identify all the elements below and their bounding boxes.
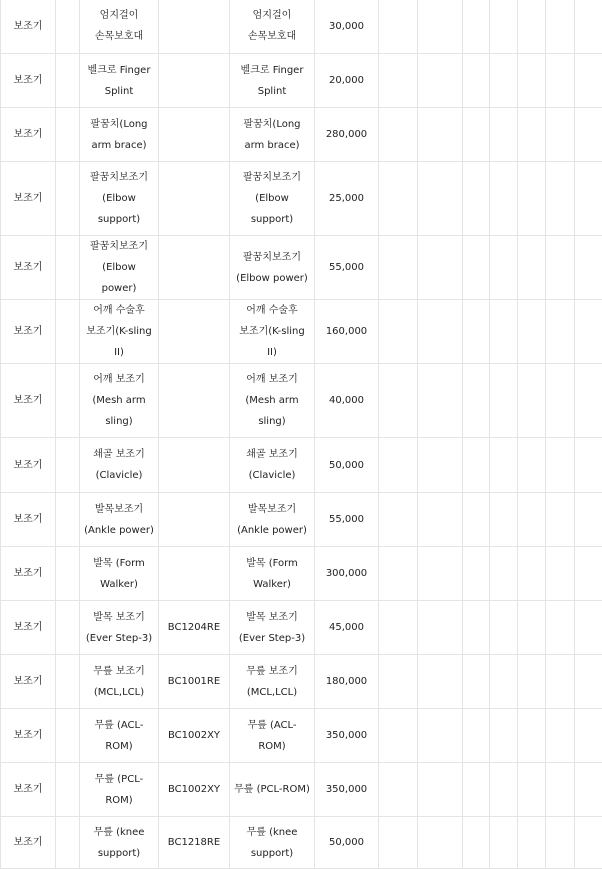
price-cell: 160,000 (315, 300, 379, 364)
product-name-cell: 팔꿈치(Long arm brace) (230, 108, 315, 162)
blank-cell (418, 493, 463, 547)
product-code-cell (159, 547, 230, 601)
blank-cell (56, 364, 80, 438)
blank-cell (379, 300, 418, 364)
blank-cell (463, 438, 490, 493)
blank-cell (418, 763, 463, 817)
category-cell: 보조기 (1, 54, 56, 108)
blank-cell (490, 763, 518, 817)
item-name-cell: 어깨 수술후 보조기(K-sling II) (80, 300, 159, 364)
blank-cell (463, 709, 490, 763)
product-code-cell: BC1218RE (159, 817, 230, 869)
blank-cell (575, 547, 602, 601)
category-cell: 보조기 (1, 300, 56, 364)
blank-cell (463, 763, 490, 817)
blank-cell (463, 236, 490, 300)
blank-cell (56, 709, 80, 763)
blank-cell (575, 162, 602, 236)
blank-cell (56, 655, 80, 709)
blank-cell (518, 236, 546, 300)
blank-cell (518, 364, 546, 438)
blank-cell (463, 493, 490, 547)
blank-cell (379, 54, 418, 108)
product-name-cell: 벨크로 Finger Splint (230, 54, 315, 108)
blank-cell (56, 0, 80, 54)
blank-cell (575, 709, 602, 763)
price-cell: 350,000 (315, 763, 379, 817)
blank-cell (575, 763, 602, 817)
blank-cell (379, 438, 418, 493)
blank-cell (463, 0, 490, 54)
blank-cell (56, 493, 80, 547)
item-name-cell: 벨크로 Finger Splint (80, 54, 159, 108)
table-row (1, 108, 602, 162)
blank-cell (575, 236, 602, 300)
price-cell: 45,000 (315, 601, 379, 655)
price-cell: 180,000 (315, 655, 379, 709)
price-cell: 300,000 (315, 547, 379, 601)
table-row (1, 54, 602, 108)
category-cell: 보조기 (1, 236, 56, 300)
item-name-cell: 무릎 보조기 (MCL,LCL) (80, 655, 159, 709)
price-cell: 50,000 (315, 438, 379, 493)
blank-cell (518, 493, 546, 547)
category-cell: 보조기 (1, 709, 56, 763)
blank-cell (490, 547, 518, 601)
table-row (1, 763, 602, 817)
blank-cell (463, 547, 490, 601)
blank-cell (56, 438, 80, 493)
blank-cell (418, 655, 463, 709)
blank-cell (575, 601, 602, 655)
blank-cell (379, 493, 418, 547)
blank-cell (546, 601, 575, 655)
product-code-cell (159, 162, 230, 236)
blank-cell (56, 108, 80, 162)
item-name-cell: 발목보조기 (Ankle power) (80, 493, 159, 547)
blank-cell (518, 547, 546, 601)
blank-cell (490, 108, 518, 162)
blank-cell (418, 0, 463, 54)
item-name-cell: 무릎 (ACL-ROM) (80, 709, 159, 763)
blank-cell (56, 54, 80, 108)
blank-cell (56, 601, 80, 655)
blank-cell (56, 763, 80, 817)
blank-cell (418, 364, 463, 438)
blank-cell (575, 493, 602, 547)
blank-cell (546, 300, 575, 364)
blank-cell (463, 601, 490, 655)
blank-cell (490, 655, 518, 709)
item-name-cell: 팔꿈치보조기 (Elbow support) (80, 162, 159, 236)
blank-cell (518, 0, 546, 54)
blank-cell (575, 364, 602, 438)
blank-cell (418, 601, 463, 655)
blank-cell (546, 763, 575, 817)
item-name-cell: 발목 (Form Walker) (80, 547, 159, 601)
blank-cell (463, 655, 490, 709)
blank-cell (379, 236, 418, 300)
blank-cell (418, 547, 463, 601)
blank-cell (575, 54, 602, 108)
blank-cell (546, 709, 575, 763)
product-code-cell (159, 0, 230, 54)
blank-cell (379, 547, 418, 601)
blank-cell (56, 162, 80, 236)
product-name-cell: 발목보조기 (Ankle power) (230, 493, 315, 547)
blank-cell (490, 0, 518, 54)
blank-cell (546, 162, 575, 236)
category-cell: 보조기 (1, 364, 56, 438)
blank-cell (518, 54, 546, 108)
blank-cell (463, 108, 490, 162)
blank-cell (379, 108, 418, 162)
blank-cell (463, 817, 490, 869)
blank-cell (490, 709, 518, 763)
blank-cell (518, 438, 546, 493)
blank-cell (490, 817, 518, 869)
table-row (1, 817, 602, 869)
blank-cell (418, 438, 463, 493)
price-cell: 50,000 (315, 817, 379, 869)
blank-cell (546, 438, 575, 493)
product-code-cell: BC1002XY (159, 763, 230, 817)
table-body (1, 0, 602, 869)
price-cell: 20,000 (315, 54, 379, 108)
blank-cell (546, 364, 575, 438)
blank-cell (575, 0, 602, 54)
blank-cell (418, 54, 463, 108)
blank-cell (379, 817, 418, 869)
price-cell: 55,000 (315, 236, 379, 300)
product-code-cell (159, 364, 230, 438)
table-row (1, 709, 602, 763)
product-code-cell: BC1204RE (159, 601, 230, 655)
blank-cell (379, 709, 418, 763)
blank-cell (418, 817, 463, 869)
product-name-cell: 무릎 (ACL-ROM) (230, 709, 315, 763)
blank-cell (518, 709, 546, 763)
blank-cell (418, 162, 463, 236)
product-name-cell: 팔꿈치보조기 (Elbow support) (230, 162, 315, 236)
product-name-cell: 무릎 (PCL-ROM) (230, 763, 315, 817)
blank-cell (490, 300, 518, 364)
product-name-cell: 팔꿈치보조기 (Elbow power) (230, 236, 315, 300)
blank-cell (546, 547, 575, 601)
blank-cell (379, 601, 418, 655)
category-cell: 보조기 (1, 763, 56, 817)
table-row (1, 438, 602, 493)
blank-cell (518, 162, 546, 236)
product-name-cell: 발목 (Form Walker) (230, 547, 315, 601)
blank-cell (518, 655, 546, 709)
product-code-cell (159, 438, 230, 493)
item-name-cell: 팔꿈치보조기 (Elbow power) (80, 236, 159, 300)
blank-cell (518, 817, 546, 869)
blank-cell (463, 364, 490, 438)
table-row (1, 547, 602, 601)
blank-cell (518, 108, 546, 162)
blank-cell (56, 547, 80, 601)
product-name-cell: 엄지걸이 손목보호대 (230, 0, 315, 54)
product-name-cell: 어깨 수술후 보조기(K-sling II) (230, 300, 315, 364)
blank-cell (575, 438, 602, 493)
table-row (1, 162, 602, 236)
blank-cell (546, 493, 575, 547)
category-cell: 보조기 (1, 547, 56, 601)
item-name-cell: 무릎 (knee support) (80, 817, 159, 869)
blank-cell (518, 601, 546, 655)
table-row (1, 0, 602, 54)
category-cell: 보조기 (1, 601, 56, 655)
table-row (1, 493, 602, 547)
blank-cell (56, 300, 80, 364)
product-code-cell (159, 108, 230, 162)
blank-cell (490, 493, 518, 547)
category-cell: 보조기 (1, 817, 56, 869)
blank-cell (463, 300, 490, 364)
table-row (1, 236, 602, 300)
blank-cell (379, 162, 418, 236)
blank-cell (56, 236, 80, 300)
price-cell: 40,000 (315, 364, 379, 438)
item-name-cell: 팔꿈치(Long arm brace) (80, 108, 159, 162)
price-cell: 280,000 (315, 108, 379, 162)
price-cell: 30,000 (315, 0, 379, 54)
blank-cell (490, 601, 518, 655)
product-code-cell (159, 236, 230, 300)
blank-cell (490, 438, 518, 493)
blank-cell (490, 364, 518, 438)
category-cell: 보조기 (1, 655, 56, 709)
product-name-cell: 무릎 보조기 (MCL,LCL) (230, 655, 315, 709)
blank-cell (490, 236, 518, 300)
blank-cell (56, 817, 80, 869)
blank-cell (490, 54, 518, 108)
table-row (1, 300, 602, 364)
blank-cell (575, 108, 602, 162)
item-name-cell: 발목 보조기 (Ever Step-3) (80, 601, 159, 655)
blank-cell (546, 0, 575, 54)
blank-cell (379, 655, 418, 709)
table-row (1, 655, 602, 709)
blank-cell (418, 300, 463, 364)
blank-cell (546, 54, 575, 108)
item-name-cell: 쇄골 보조기 (Clavicle) (80, 438, 159, 493)
product-code-cell: BC1002XY (159, 709, 230, 763)
blank-cell (546, 236, 575, 300)
blank-cell (518, 300, 546, 364)
blank-cell (575, 300, 602, 364)
product-name-cell: 발목 보조기 (Ever Step-3) (230, 601, 315, 655)
product-code-cell (159, 493, 230, 547)
category-cell: 보조기 (1, 108, 56, 162)
blank-cell (490, 162, 518, 236)
product-code-cell: BC1001RE (159, 655, 230, 709)
blank-cell (379, 763, 418, 817)
product-code-cell (159, 300, 230, 364)
blank-cell (575, 655, 602, 709)
blank-cell (546, 655, 575, 709)
category-cell: 보조기 (1, 0, 56, 54)
blank-cell (418, 709, 463, 763)
category-cell: 보조기 (1, 493, 56, 547)
product-code-cell (159, 54, 230, 108)
table-row (1, 364, 602, 438)
price-cell: 25,000 (315, 162, 379, 236)
table-row (1, 601, 602, 655)
item-name-cell: 엄지걸이 손목보호대 (80, 0, 159, 54)
price-cell: 55,000 (315, 493, 379, 547)
blank-cell (575, 817, 602, 869)
blank-cell (518, 763, 546, 817)
item-name-cell: 무릎 (PCL-ROM) (80, 763, 159, 817)
blank-cell (463, 54, 490, 108)
blank-cell (546, 817, 575, 869)
item-name-cell: 어깨 보조기 (Mesh arm sling) (80, 364, 159, 438)
blank-cell (418, 108, 463, 162)
category-cell: 보조기 (1, 162, 56, 236)
category-cell: 보조기 (1, 438, 56, 493)
product-name-cell: 무릎 (knee support) (230, 817, 315, 869)
blank-cell (379, 0, 418, 54)
product-name-cell: 어깨 보조기 (Mesh arm sling) (230, 364, 315, 438)
blank-cell (379, 364, 418, 438)
blank-cell (463, 162, 490, 236)
product-name-cell: 쇄골 보조기 (Clavicle) (230, 438, 315, 493)
blank-cell (418, 236, 463, 300)
price-cell: 350,000 (315, 709, 379, 763)
blank-cell (546, 108, 575, 162)
